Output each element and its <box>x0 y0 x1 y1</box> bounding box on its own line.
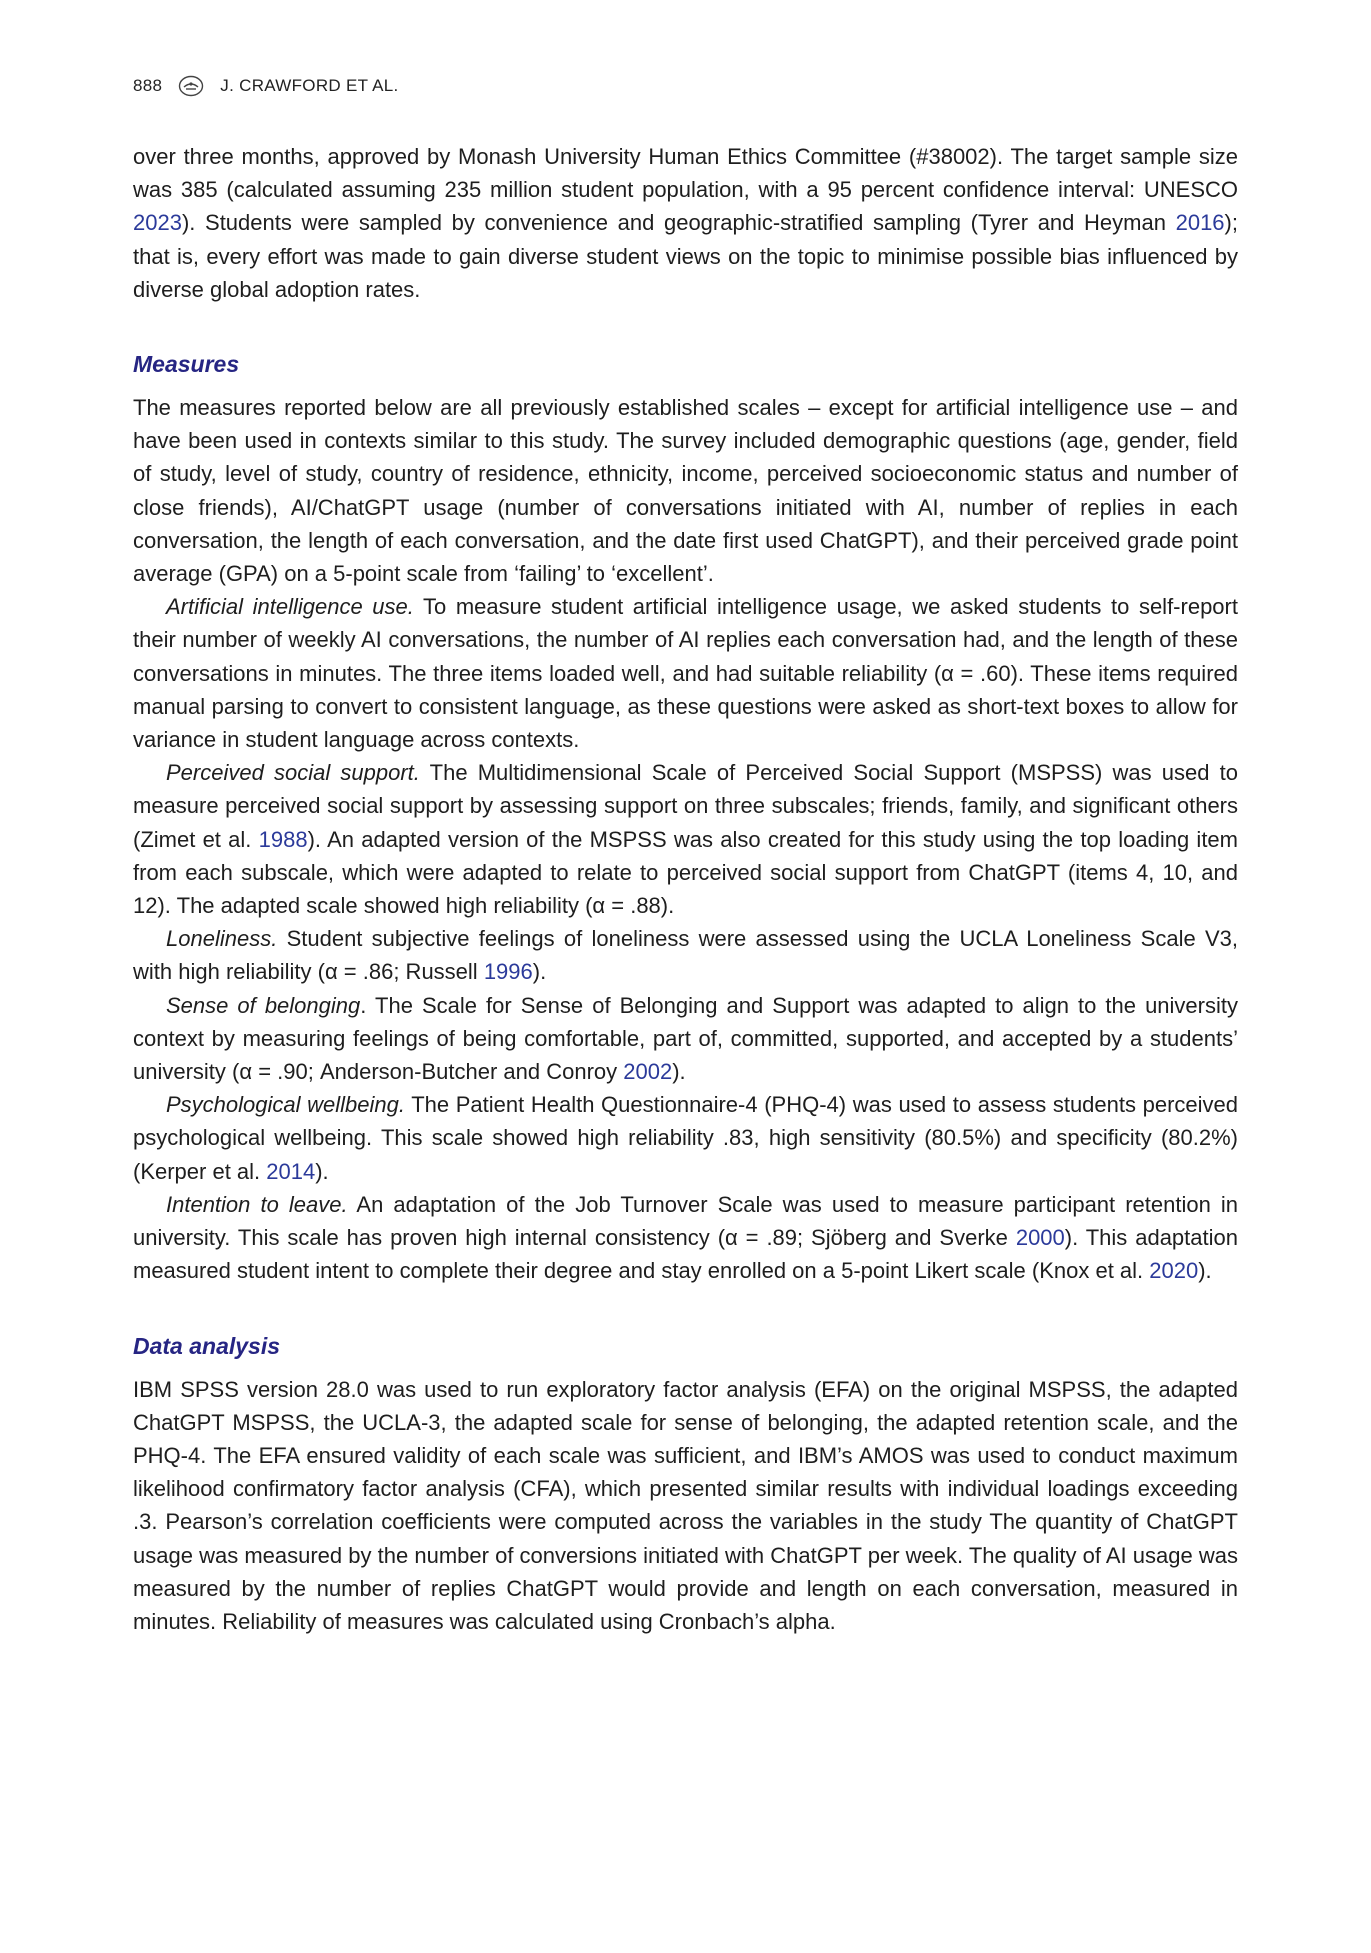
ai-use-paragraph: Artificial intelligence use. To measure student artificial intelligence usage, we asked students to self-report their number of weekly AI conversations, the number of AI replies each conversation had, and the length of these conversations in minutes. The three items loaded well, and had suitable reliability (α = .60). These items required manual parsing to convert to consistent language, as these questions were asked as short-text boxes to allow for variance in student language across contexts. <box>133 594 1238 753</box>
subsection-label: Psychological wellbeing. <box>166 1092 405 1118</box>
section-heading-measures: Measures <box>133 351 240 378</box>
belonging-paragraph: Sense of belonging. The Scale for Sense of Belonging and Support was adapted to align to the university context by measuring feelings of being comfortable, part of, committed, supported, and accepted by a students’ university (α = .90; Anderson-Butcher and Conroy 2002). <box>133 992 1238 1085</box>
citation-link[interactable]: 2016 <box>1175 210 1225 236</box>
citation-link[interactable]: 1988 <box>258 826 308 852</box>
citation-link[interactable]: 2002 <box>623 1059 673 1085</box>
running-head <box>133 72 399 100</box>
publisher-logo-icon <box>178 75 204 97</box>
subsection-label: Artificial intelligence use. <box>166 594 414 620</box>
citation-link[interactable]: 2023 <box>133 210 182 236</box>
page-number: 888 <box>133 76 163 95</box>
citation-link[interactable]: 2020 <box>1149 1258 1199 1284</box>
citation-link[interactable]: 2014 <box>266 1158 316 1184</box>
running-head-authors: J. CRAWFORD ET AL. <box>220 76 399 95</box>
wellbeing-paragraph: Psychological wellbeing. The Patient Health Questionnaire-4 (PHQ-4) was used to assess students perceived psychological wellbeing. This scale showed high reliability .83, high sensitivity (80.5%) and specificity (80.2%) (Kerper et al. 2014). <box>133 1092 1239 1184</box>
body-text <box>133 140 1238 1638</box>
subsection-label: Perceived social support. <box>166 760 420 786</box>
intention-paragraph: Intention to leave. An adaptation of the Job Turnover Scale was used to measure participant retention in university. This scale has proven high internal consistency (α = .89; Sjöberg and Sverke 2000). This adaptation measured student intent to complete their degree and stay enrolled on a 5-point Likert scale (Knox et al. 2020). <box>133 1191 1238 1284</box>
citation-link[interactable]: 2000 <box>1015 1225 1065 1251</box>
subsection-label: Loneliness. <box>166 926 278 952</box>
section-heading-data-analysis: Data analysis <box>133 1332 281 1359</box>
citation-link[interactable]: 1996 <box>483 959 533 985</box>
measures-paragraph: The measures reported below are all previously established scales – except for artificial intelligence use – and have been used in contexts similar to this study. The survey included demographic questions (age, gender, field of study, level of study, country of residence, ethnicity, income, perceived socioeconomic status and number of close friends), AI/ChatGPT usage (number of conversations initiated with AI, number of replies in each conversation, the length of each conversation, and the date first used ChatGPT), and their perceived grade point average (GPA) on a 5-point scale from ‘failing’ to ‘excellent’. <box>133 395 1238 587</box>
subsection-label: Intention to leave. <box>166 1191 348 1217</box>
social-support-paragraph: Perceived social support. The Multidimensional Scale of Perceived Social Support (MSPSS) was used to measure perceived social support by assessing support on three subscales; friends, family, and significant others (Zimet et al. 1988). An adapted version of the MSPSS was also created for this study using the top loading item from each subscale, which were adapted to relate to perceived social support from ChatGPT (items 4, 10, and 12). The adapted scale showed high reliability (α = .88). <box>133 760 1238 919</box>
data-analysis-paragraph: IBM SPSS version 28.0 was used to run exploratory factor analysis (EFA) on the original MSPSS, the adapted ChatGPT MSPSS, the UCLA-3, the adapted scale for sense of belonging, the adapted retention scale, and the PHQ-4. The EFA ensured validity of each scale was sufficient, and IBM’s AMOS was used to conduct maximum likelihood confirmatory factor analysis (CFA), which presented similar results with individual loadings exceeding .3. Pearson’s correlation coefficients were computed across the variables in the study The quantity of ChatGPT usage was measured by the number of conversions initiated with ChatGPT per week. The quality of AI usage was measured by the number of replies ChatGPT would provide and length on each conversation, measured in minutes. Reliability of measures was calculated using Cronbach’s alpha. <box>133 1376 1238 1634</box>
subsection-label: Sense of belonging <box>166 992 361 1018</box>
loneliness-paragraph: Loneliness. Student subjective feelings of loneliness were assessed using the UCLA Loneliness Scale V3, with high reliability (α = .86; Russell 1996). <box>133 926 1238 985</box>
intro-paragraph: over three months, approved by Monash University Human Ethics Committee (#38002). The target sample size was 385 (calculated assuming 235 million student population, with a 95 percent confidence interval: UNESCO 2023). Students were sampled by convenience and geographic-stratified sampling (Tyrer and Heyman 2016); that is, every effort was made to gain diverse student views on the topic to minimise possible bias influenced by diverse global adoption rates. <box>133 144 1238 302</box>
